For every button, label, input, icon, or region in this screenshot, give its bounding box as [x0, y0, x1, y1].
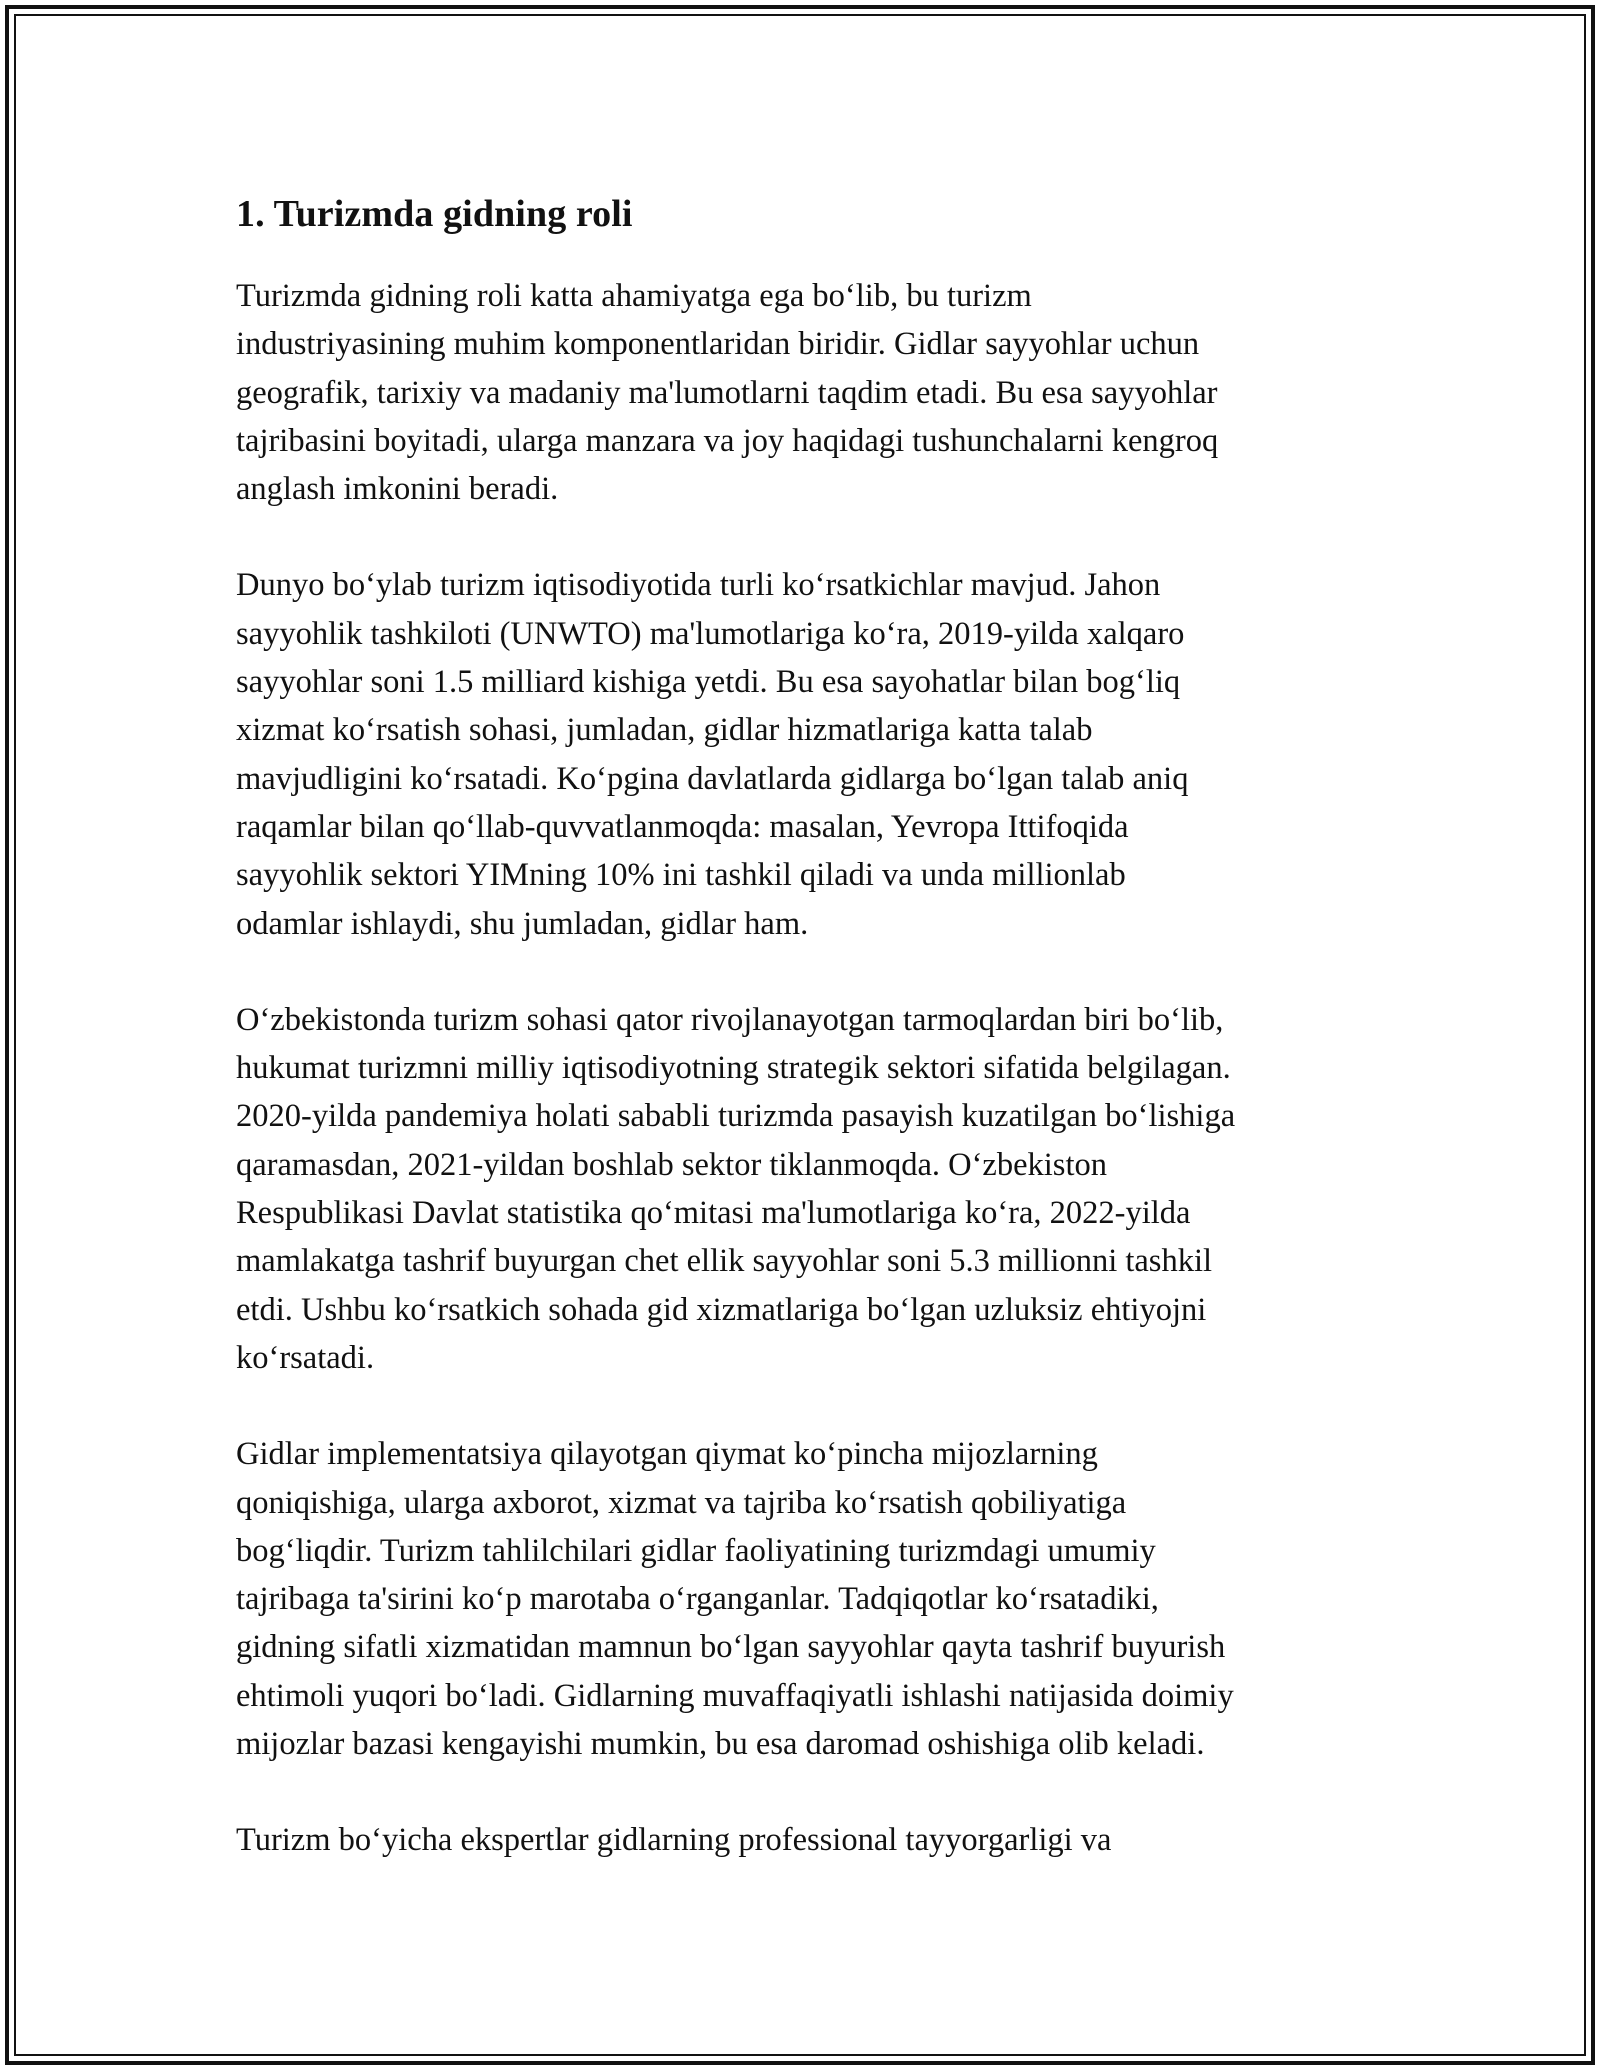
paragraph-5: Turizm bo‘yicha ekspertlar gidlarning professional tayyorgarligi va: [236, 1822, 1112, 1859]
paragraph-2: Dunyo bo‘ylab turizm iqtisodiyotida turli ko‘rsatkichlar mavjud. Jahon sayyohlik tashkiloti (UNWTO) ma'lumotlariga ko‘ra, 2019-yilda xalqaro sayyohlar soni 1.5 milliard kishiga yetdi. Bu esa sayohatlar bilan bog‘liq xizmat ko‘rsatish sohasi, jumladan, gidlar hizmatlariga katta talab mavjudligini ko‘rsatadi. Ko‘pgina davlatlarda gidlarga bo‘lgan talab aniq raqamlar bilan qo‘llab-quvvatlanmoqda: masalan, Yevropa Ittifoqida sayyohlik sektori YIMning 10% ini tashkil qiladi va unda millionlab odamlar ishlaydi, shu jumladan, gidlar ham.: [236, 567, 1189, 942]
paragraph-3: O‘zbekistonda turizm sohasi qator rivojlanayotgan tarmoqlardan biri bo‘lib, hukumat turizmni milliy iqtisodiyotning strategik sektori sifatida belgilagan. 2020-yilda pandemiya holati sababli turizmda pasayish kuzatilgan bo‘lishiga qaramasdan, 2021-yildan boshlab sektor tiklanmoqda. O‘zbekiston Respublikasi Davlat statistika qo‘mitasi ma'lumotlariga ko‘ra, 2022-yilda mamlakatga tashrif buyurgan chet ellik sayyohlar soni 5.3 millionni tashkil etdi. Ushbu ko‘rsatkich sohada gid xizmatlariga bo‘lgan uzluksiz ehtiyojni ko‘rsatadi.: [236, 1001, 1236, 1376]
section-heading: 1. Turizmda gidning roli: [236, 193, 633, 235]
document-body: [236, 186, 1376, 1913]
paragraph-1: Turizmda gidning roli katta ahamiyatga ega bo‘lib, bu turizm industriyasining muhim komponentlaridan biridir. Gidlar sayyohlar uchun geografik, tarixiy va madaniy ma'lumotlarni taqdim etadi. Bu esa sayyohlar tajribasini boyitadi, ularga manzara va joy haqidagi tushunchalarni kengroq anglash imkonini beradi.: [236, 278, 1219, 508]
paragraph-4: Gidlar implementatsiya qilayotgan qiymat ko‘pincha mijozlarning qoniqishiga, ularga axborot, xizmat va tajriba ko‘rsatish qobiliyatiga bog‘liqdir. Turizm tahlilchilari gidlar faoliyatining turizmdagi umumiy tajribaga ta'sirini ko‘p marotaba o‘rganganlar. Tadqiqotlar ko‘rsatadiki, gidning sifatli xizmatidan mamnun bo‘lgan sayyohlar qayta tashrif buyurish ehtimoli yuqori bo‘ladi. Gidlarning muvaffaqiyatli ishlashi natijasida doimiy mijozlar bazasi kengayishi mumkin, bu esa daromad oshishiga olib keladi.: [236, 1436, 1234, 1763]
